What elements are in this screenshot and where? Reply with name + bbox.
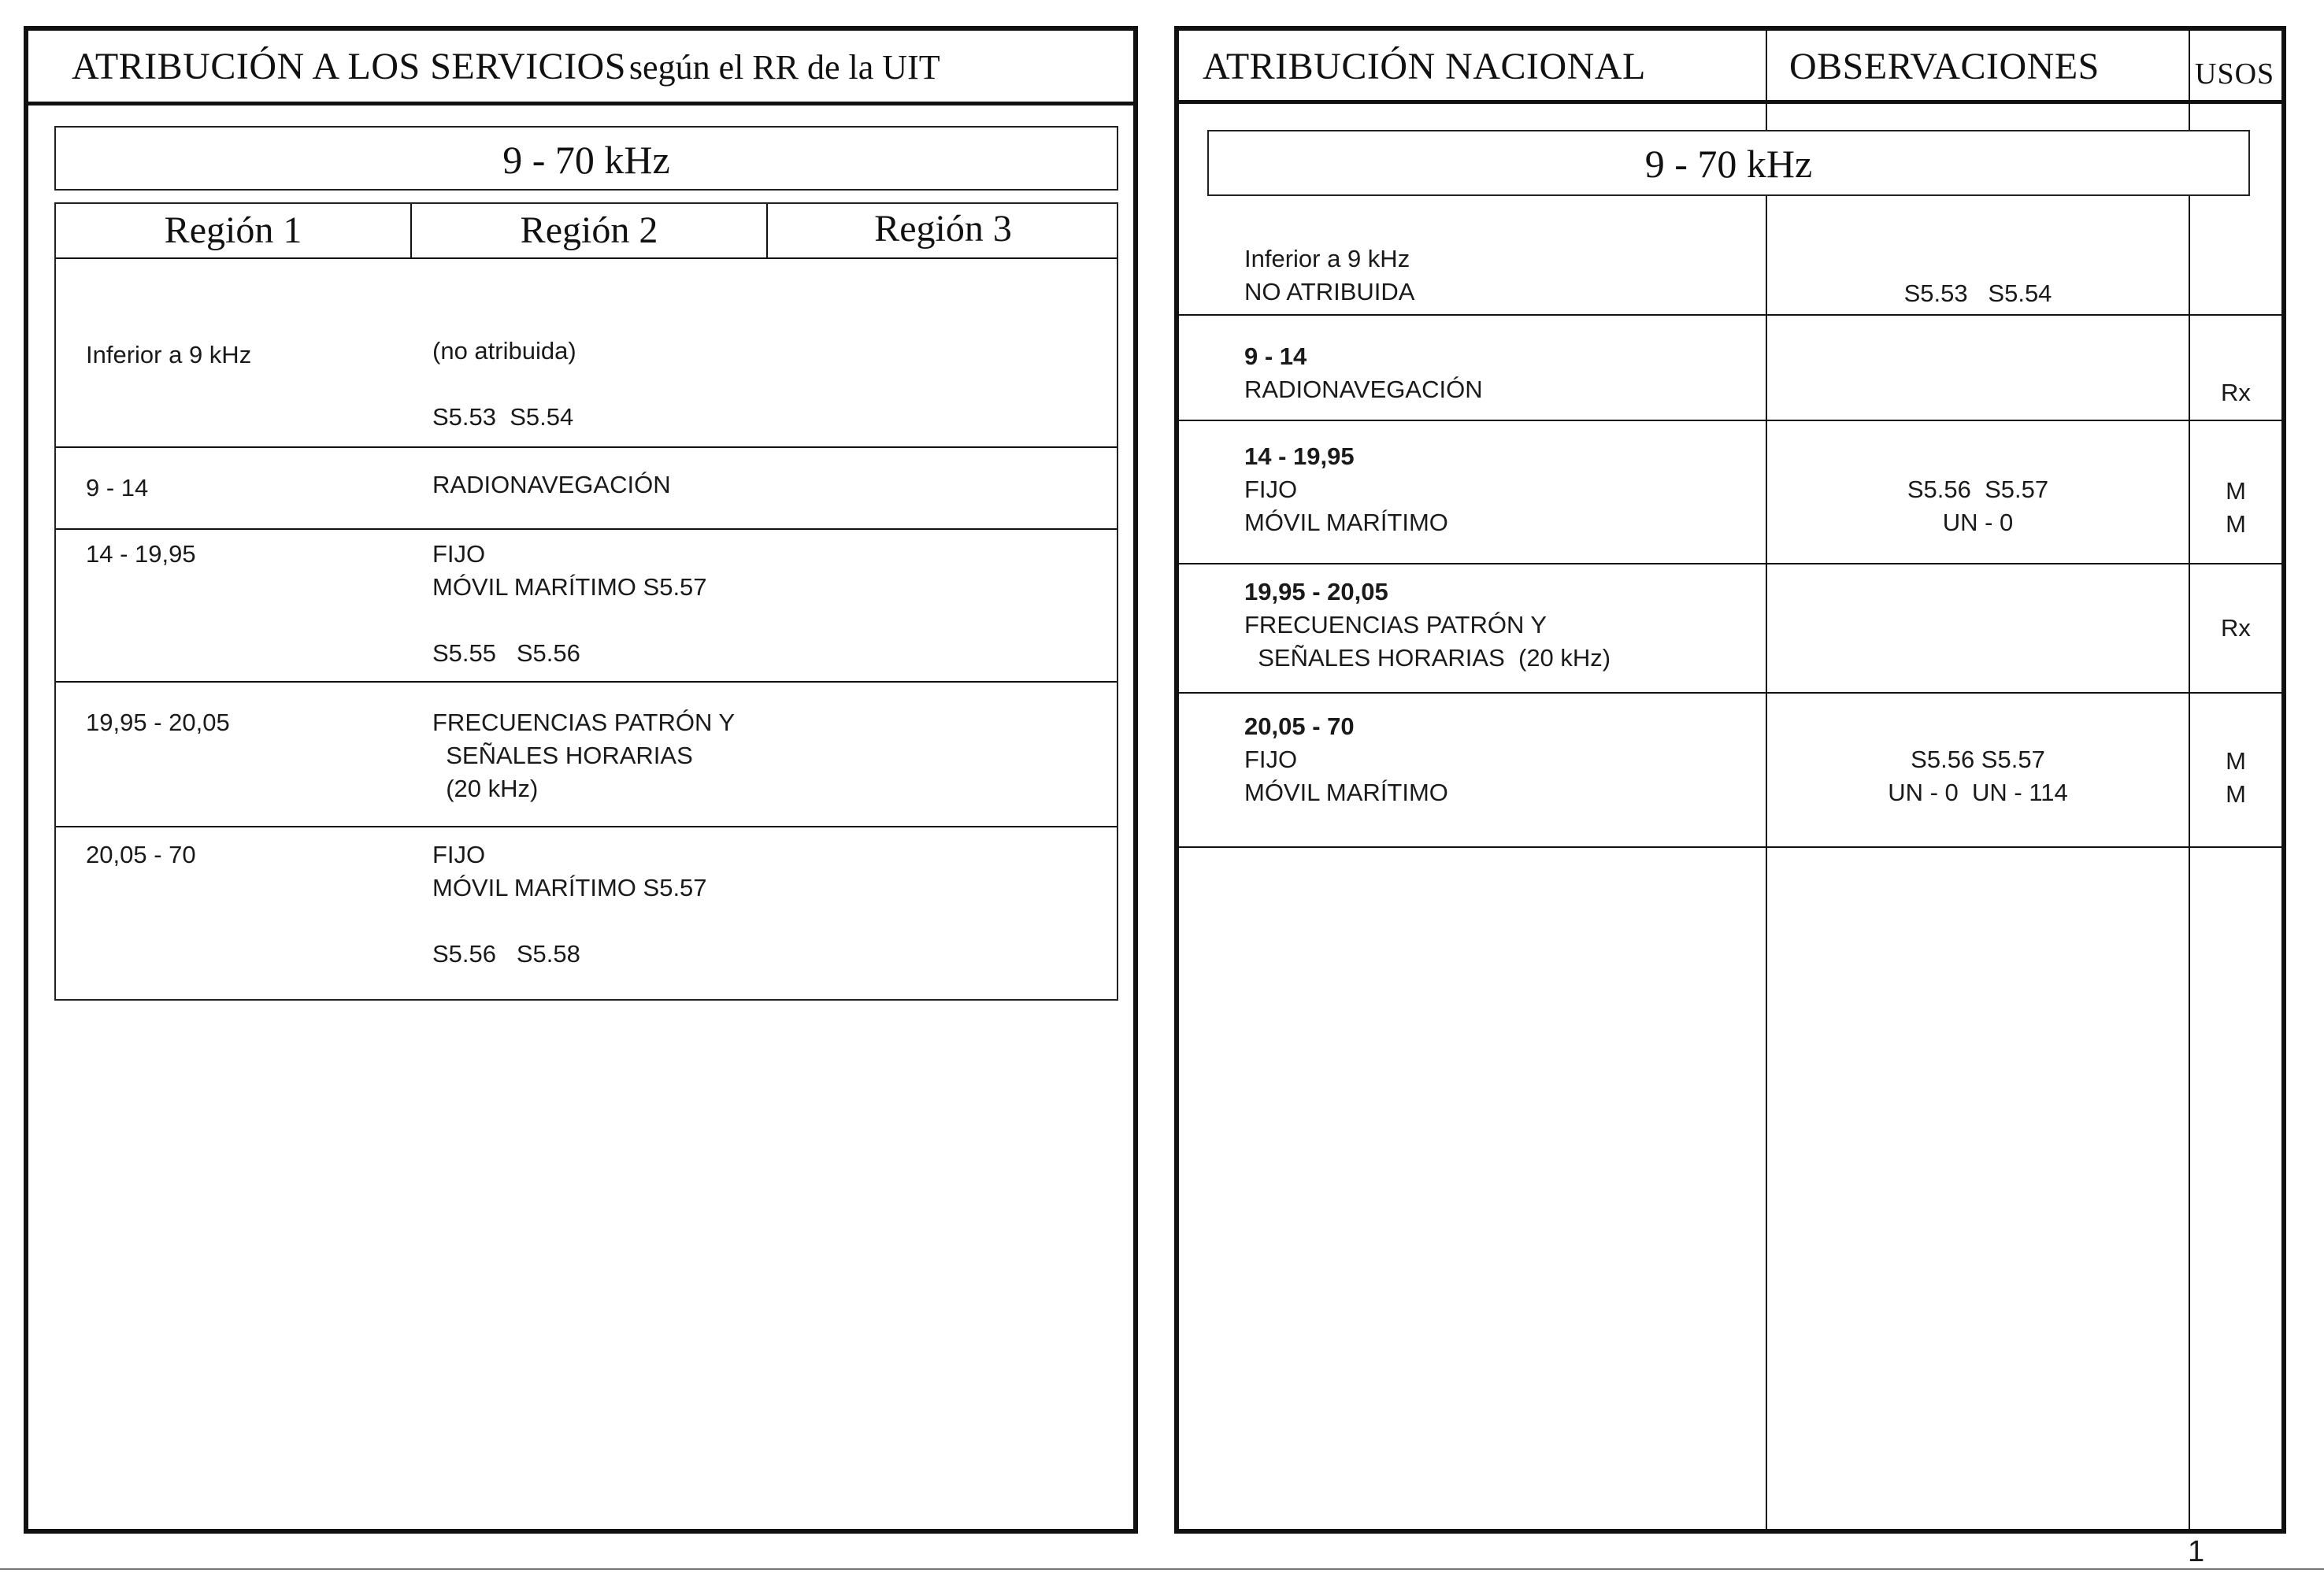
itu-allocation-panel: [24, 26, 1138, 1534]
row-divider: [56, 528, 1117, 530]
observation-line: UN - 0 UN - 114: [1888, 779, 2068, 806]
band-label: 9 - 70 kHz: [1644, 142, 1813, 186]
range-cell: 9 - 14: [1244, 342, 1307, 370]
national-allocation-panel: [1174, 26, 2286, 1534]
page-bottom-rule: [0, 1568, 2324, 1570]
row-divider: [1179, 692, 2281, 694]
row-divider: [1179, 314, 2281, 316]
use-code: M: [2226, 477, 2246, 505]
allocation-line: SEÑALES HORARIAS: [432, 742, 693, 769]
observation-line: S5.56 S5.57: [1907, 476, 2049, 503]
row-divider: [56, 826, 1117, 827]
range-cell: 19,95 - 20,05: [1244, 578, 1388, 605]
observations-header: OBSERVACIONES: [1789, 46, 2100, 87]
region-divider: [410, 204, 412, 257]
region-table: [54, 202, 1118, 1001]
itu-allocation-title: [72, 45, 940, 88]
allocation-line: RADIONAVEGACIÓN: [1244, 376, 1483, 403]
allocation-line: FIJO: [1244, 746, 1298, 773]
range-cell: Inferior a 9 kHz: [86, 341, 252, 368]
allocation-line: FRECUENCIAS PATRÓN Y: [1244, 611, 1547, 638]
allocation-line: S5.55 S5.56: [432, 639, 580, 667]
national-header: ATRIBUCIÓN NACIONAL: [1203, 46, 1646, 87]
range-cell: 9 - 14: [86, 474, 149, 502]
allocation-line: FIJO: [1244, 476, 1298, 503]
title-prefix: ATRIBUCIÓN A LOS SERVICIOS: [72, 46, 626, 87]
row-divider: [56, 446, 1117, 448]
header-divider: [1179, 100, 2281, 104]
region-divider: [766, 204, 768, 257]
band-box: [54, 126, 1118, 191]
use-code: M: [2226, 510, 2246, 538]
allocation-line: NO ATRIBUIDA: [1244, 278, 1415, 305]
use-code: M: [2226, 747, 2246, 775]
range-cell: 19,95 - 20,05: [86, 709, 230, 736]
allocation-line: MÓVIL MARÍTIMO: [1244, 779, 1448, 806]
allocation-line: RADIONAVEGACIÓN: [432, 471, 671, 498]
use-code: Rx: [2221, 379, 2251, 406]
allocation-line: (no atribuida): [432, 337, 576, 365]
allocation-line: MÓVIL MARÍTIMO S5.57: [432, 573, 707, 601]
allocation-line: FRECUENCIAS PATRÓN Y: [432, 709, 736, 736]
use-code: Rx: [2221, 614, 2251, 642]
uses-header: USOS: [2195, 57, 2275, 91]
row-divider: [56, 681, 1117, 683]
region-3-header: Región 3: [874, 208, 1012, 250]
region-2-header: Región 2: [520, 209, 658, 251]
allocation-line: MÓVIL MARÍTIMO: [1244, 509, 1448, 536]
allocation-line: MÓVIL MARÍTIMO S5.57: [432, 874, 707, 901]
allocation-line: S5.53 S5.54: [432, 403, 574, 431]
title-divider: [28, 102, 1133, 105]
range-cell: 14 - 19,95: [86, 540, 196, 568]
range-cell: Inferior a 9 kHz: [1244, 245, 1410, 272]
use-code: M: [2226, 780, 2246, 808]
band-label: 9 - 70 kHz: [502, 138, 670, 182]
region-1-header: Región 1: [164, 209, 302, 251]
region-header-divider: [56, 257, 1117, 259]
allocation-line: SEÑALES HORARIAS (20 kHz): [1244, 644, 1611, 672]
observation-line: S5.56 S5.57: [1911, 746, 2045, 773]
allocation-line: FIJO: [432, 540, 486, 568]
range-cell: 14 - 19,95: [1244, 442, 1355, 470]
row-divider: [1179, 563, 2281, 564]
observation-line: UN - 0: [1942, 509, 2014, 536]
allocation-line: (20 kHz): [432, 775, 539, 802]
title-suffix: según el RR de la UIT: [628, 48, 940, 87]
row-divider: [1179, 420, 2281, 421]
range-cell: 20,05 - 70: [1244, 712, 1355, 740]
allocation-line: FIJO: [432, 841, 486, 868]
band-box: [1207, 130, 2250, 196]
observation-line: S5.53 S5.54: [1903, 279, 2052, 307]
row-divider: [1179, 846, 2281, 848]
range-cell: 20,05 - 70: [86, 841, 196, 868]
allocation-line: S5.56 S5.58: [432, 940, 580, 968]
page-number: 1: [2188, 1535, 2205, 1568]
